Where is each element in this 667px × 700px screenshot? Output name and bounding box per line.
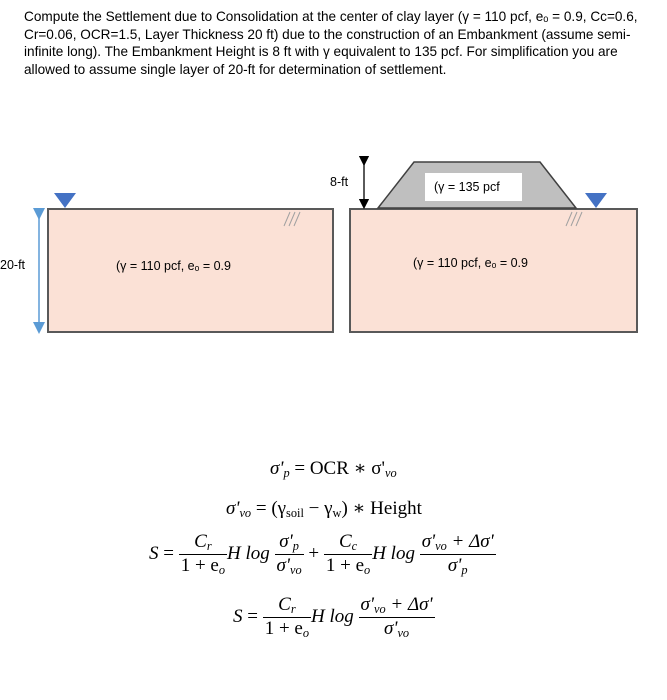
equation-settlement-simple: S = $\frac{C_r}{1 + e_o}$ H log $\frac{\sigma'_{vo} + \Delta\sigma'}{\sigma'_{vo}}$ (233, 594, 433, 641)
height-label: 8-ft (330, 175, 349, 189)
embankment-label: (γ = 135 pcf (434, 180, 500, 194)
equation-settlement-full: S = $\frac{C_r}{1 + e_o}$ H log $\frac{\sigma'_p}{\sigma'_{vo}}$ + $\frac{C_c}{1 + e_o}$ H log $\frac{\sigma'_{vo} + \Delta\sigma'}{\sigma'_p}$ (149, 531, 494, 578)
equation-effective-stress: $\sigma'_{vo} = (\gamma_{soil} - \gamma_w)$ ∗ Height (226, 498, 422, 521)
right-water-table-icon (585, 193, 607, 208)
thickness-label: 20-ft (0, 258, 26, 272)
left-water-table-icon (54, 193, 76, 208)
right-soil-label: (γ = 110 pcf, eₒ = 0.9 (413, 256, 528, 270)
problem-statement: Compute the Settlement due to Consolidation at the center of clay layer (γ = 110 pcf, eₒ = 0.9, Cc=0.6, Cr=0.06, OCR=1.5, Layer Thickness 20 ft) due to the construction of an Embankment (assume semi-infinite long). The Embankment Height is 8 ft with γ equivalent to 135 pcf. For simplification you are allowed to assume single layer of 20-ft for determination of settlement. (24, 9, 638, 77)
left-soil-label: (γ = 110 pcf, eₒ = 0.9 (116, 259, 231, 273)
right-soil-layer (350, 209, 637, 332)
equation-preconsolidation: $\sigma'_p$ = OCR ∗ $\sigma'_{vo}$ (270, 458, 397, 481)
